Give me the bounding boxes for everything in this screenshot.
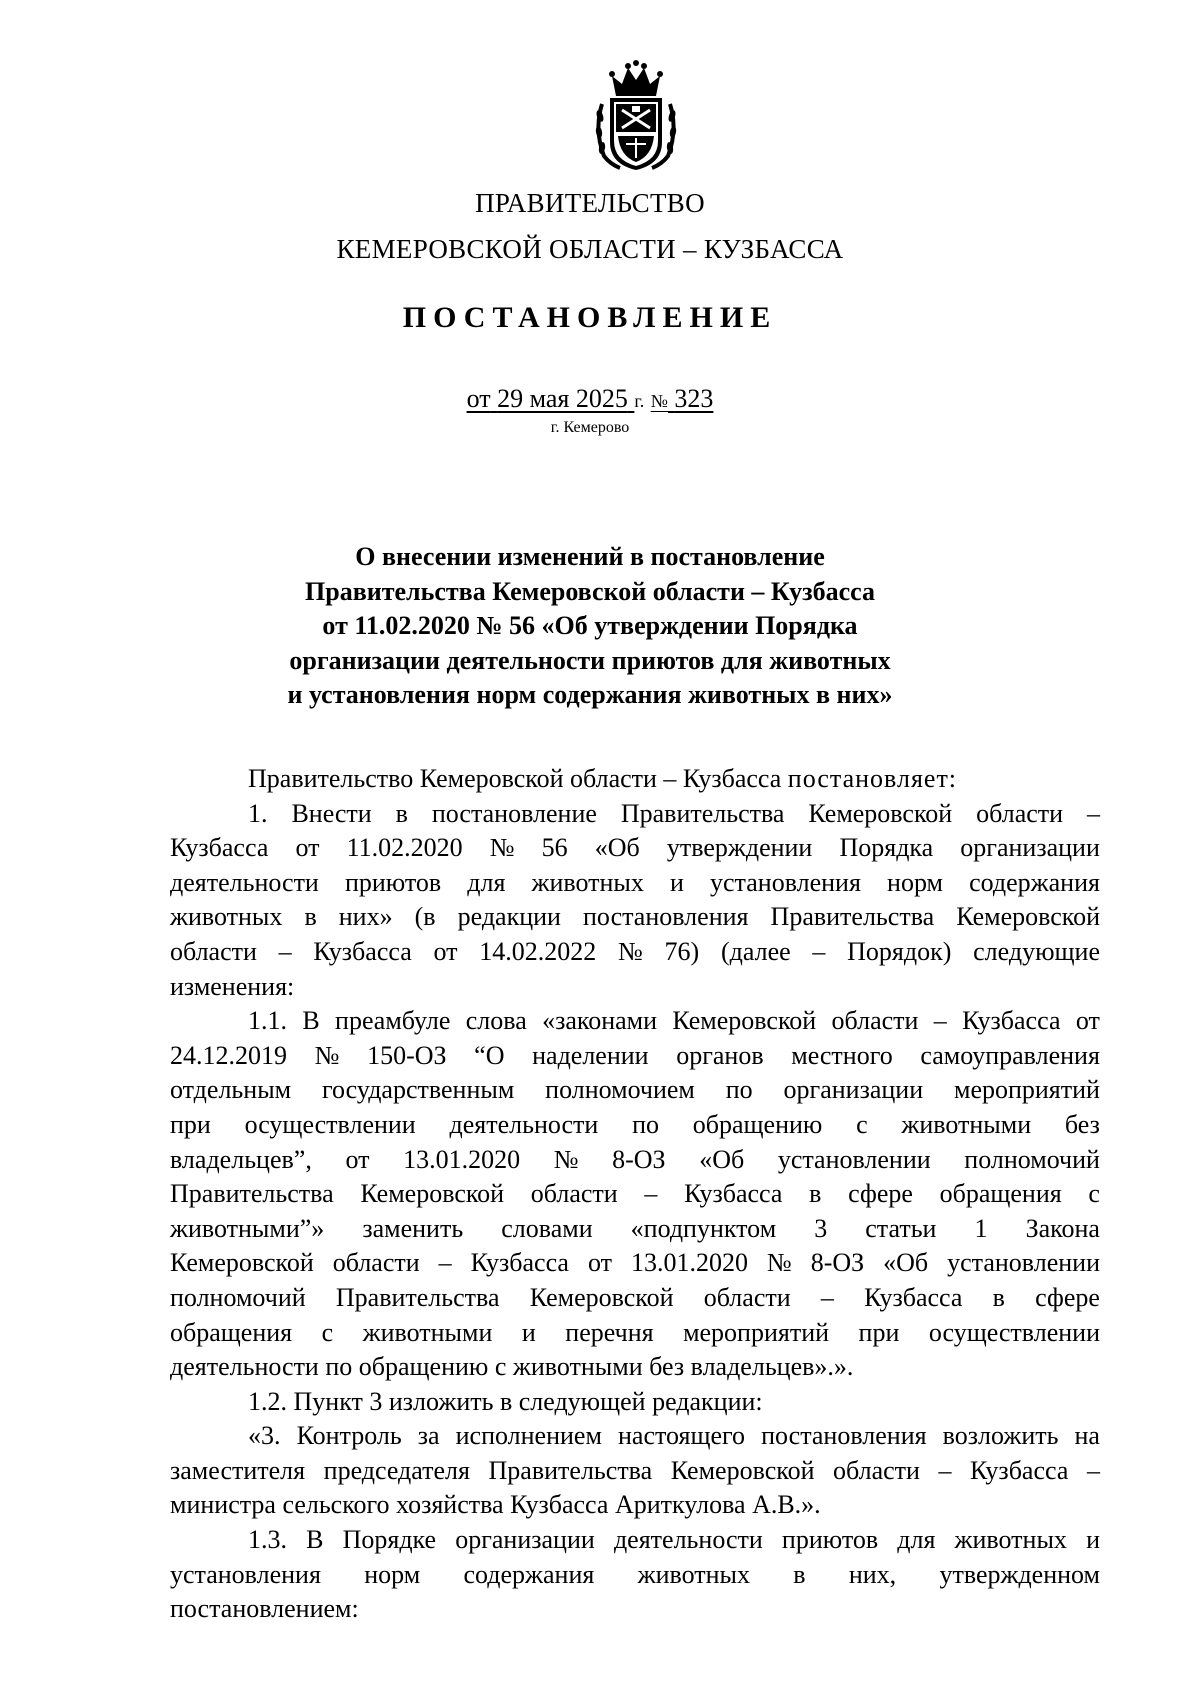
body-word: без <box>1064 1109 1100 1139</box>
body-word: Правительства <box>170 1179 334 1209</box>
body-line <box>170 797 1100 832</box>
body-word: деятельности <box>613 1525 763 1555</box>
body-word: № <box>766 1248 792 1278</box>
body-word: Кемеровской <box>170 1248 314 1278</box>
body-word: с <box>321 1317 334 1347</box>
body-word: Кемеровской <box>529 1282 674 1312</box>
body-word: 8-ОЗ <box>612 1144 666 1174</box>
body-word: области <box>833 1455 920 1485</box>
body-word: деятельности <box>170 867 319 897</box>
body-word: деятельности <box>449 1109 599 1139</box>
body-line-last: 1.2. Пункт 3 изложить в следующей редакции: <box>248 1386 763 1416</box>
date-prefix: от <box>466 384 491 413</box>
body-word: Кемеровской <box>670 1455 815 1485</box>
body-word: владельцев”, <box>170 1144 312 1174</box>
body-word: № <box>618 936 643 966</box>
body-word: самоуправления <box>920 1040 1100 1070</box>
body-word: от <box>587 1248 612 1278</box>
body-word: Кемеровской <box>672 1006 817 1036</box>
body-word: перечня <box>565 1317 654 1347</box>
body-word: – <box>644 1179 658 1209</box>
body-word: области <box>170 936 257 966</box>
body-word: при <box>170 1109 211 1139</box>
body-word: 76) <box>664 936 700 966</box>
body-line <box>170 1177 1100 1212</box>
body-word: полномочий <box>170 1282 306 1312</box>
body-word: установлении <box>777 1144 931 1174</box>
body-word: обращению <box>692 1109 823 1139</box>
body-word: В <box>306 1525 324 1555</box>
body-word: области <box>703 1282 791 1312</box>
body-word: отдельным <box>170 1075 292 1105</box>
body-word: обращения <box>170 1317 293 1347</box>
body-word: постановления <box>761 1421 927 1451</box>
date-suffix: г. <box>634 391 645 411</box>
body-line <box>170 1246 1100 1281</box>
body-word: за <box>417 1421 440 1451</box>
body-word: полномочием <box>545 1075 695 1105</box>
body-word: – <box>938 1455 952 1485</box>
body-word: исполнением <box>455 1421 602 1451</box>
body-word: – <box>820 1282 834 1312</box>
body-word: преамбуле <box>335 1006 451 1036</box>
body-line <box>170 900 1100 935</box>
body-word: 8-ОЗ <box>810 1248 865 1278</box>
body-word: Порядка <box>839 833 934 863</box>
body-word: редакции <box>457 902 561 932</box>
body-word: организации <box>783 1075 924 1105</box>
body-word: местного <box>791 1040 893 1070</box>
body-word: Кузбасса <box>962 1006 1061 1036</box>
title-line: Правительства Кемеровской области – Кузбасса <box>305 576 875 606</box>
body-word: Правительства <box>620 798 785 828</box>
body-word: «законами <box>542 1006 658 1036</box>
body-word: сфере <box>1035 1282 1100 1312</box>
body-word: 56 <box>541 833 568 863</box>
body-word: области <box>530 1179 618 1209</box>
document-number: 323 <box>674 384 714 413</box>
body-word: области <box>831 1006 919 1036</box>
body-word: области <box>976 798 1064 828</box>
body-word: норм <box>887 867 944 897</box>
body-line-last: изменения: <box>170 971 295 1001</box>
body-word: 1.3. <box>248 1525 287 1555</box>
body-word: Кузбасса <box>864 1282 963 1312</box>
body-word: Правительства <box>335 1282 500 1312</box>
body-word: Закона <box>1025 1213 1100 1243</box>
body-line <box>170 1073 1100 1108</box>
org-name-line2: КЕМЕРОВСКОЙ ОБЛАСТИ – КУЗБАССА <box>336 234 844 264</box>
body-word: (в <box>414 902 436 932</box>
body-word: Кемеровской <box>808 798 953 828</box>
title-line: от 11.02.2020 № 56 «Об утверждении Порядка <box>322 611 858 640</box>
body-line <box>170 1454 1100 1489</box>
body-word: для <box>467 867 506 897</box>
body-word: слова <box>465 1006 527 1036</box>
body-word: содержания <box>969 867 1100 897</box>
body-line <box>170 831 1100 866</box>
body-word: Внести <box>291 798 372 828</box>
coat-of-arms-icon <box>592 60 680 176</box>
body-word: председателя <box>323 1455 470 1485</box>
body-word: статьи <box>865 1213 937 1243</box>
document-type: ПОСТАНОВЛЕНИЕ <box>402 301 778 334</box>
document-body <box>170 762 1100 1627</box>
body-word: 1 <box>974 1213 988 1243</box>
body-word: 13.01.2020 <box>403 1144 521 1174</box>
body-word: «подпунктом <box>630 1213 777 1243</box>
body-word: животными <box>362 1317 493 1347</box>
date-value: 29 мая 2025 <box>497 384 628 413</box>
org-name-line1: ПРАВИТЕЛЬСТВО <box>475 188 705 218</box>
body-line-last: министра сельского хозяйства Кузбасса Ариткулова А.В.». <box>170 1490 821 1520</box>
body-word: в <box>809 1179 822 1209</box>
body-word: в <box>304 902 317 932</box>
body-word: – <box>1086 1455 1100 1485</box>
body-word: сфере <box>848 1179 913 1209</box>
body-word: государственным <box>321 1075 515 1105</box>
body-word: постановления <box>583 902 749 932</box>
body-line <box>170 1316 1100 1351</box>
body-line <box>170 1004 1100 1039</box>
body-word: заменить <box>362 1213 464 1243</box>
title-line: и установления норм содержания животных в них» <box>287 680 893 709</box>
number-sign: № <box>650 391 668 411</box>
body-line <box>170 1558 1100 1593</box>
body-word: Кузбасса <box>684 1179 783 1209</box>
body-word: Кемеровской <box>956 902 1100 932</box>
body-word: «3. <box>248 1421 281 1451</box>
body-word: приютов <box>344 867 442 897</box>
body-word: заместителя <box>170 1455 306 1485</box>
body-word: (далее <box>720 936 791 966</box>
body-word: № <box>553 1144 579 1174</box>
title-line: О внесении изменений в постановление <box>355 542 825 571</box>
body-word: и <box>521 1317 536 1347</box>
body-word: – <box>278 936 292 966</box>
body-word: 13.01.2020 <box>630 1248 748 1278</box>
body-word: с <box>1088 1179 1100 1209</box>
body-word: Кузбасса <box>470 1248 569 1278</box>
body-word: них, <box>848 1559 897 1589</box>
body-word: «Об <box>594 833 640 863</box>
body-line-last: постановлением: <box>170 1594 359 1624</box>
body-word: Правительства <box>488 1455 653 1485</box>
body-word: Кузбасса <box>970 1455 1069 1485</box>
body-word: – <box>933 1006 947 1036</box>
body-word: 24.12.2019 <box>170 1040 287 1070</box>
body-word: от <box>1075 1006 1100 1036</box>
body-word: животными”» <box>170 1213 325 1243</box>
body-word: установлении <box>947 1248 1100 1278</box>
body-word: животных <box>170 902 283 932</box>
body-word: животных <box>531 867 644 897</box>
body-word: норм <box>364 1559 421 1589</box>
body-word: № <box>489 833 515 863</box>
body-word: № <box>314 1040 340 1070</box>
body-word: в <box>395 798 408 828</box>
body-word: по <box>725 1075 753 1105</box>
body-word: настоящего <box>617 1421 746 1451</box>
body-word: от <box>295 833 320 863</box>
body-line <box>170 1143 1100 1178</box>
intro-action: постановляет: <box>787 764 958 793</box>
body-word: от <box>345 1144 370 1174</box>
body-word: 14.02.2022 <box>479 936 597 966</box>
body-word: с <box>856 1109 868 1139</box>
body-word: полномочий <box>964 1144 1100 1174</box>
body-word: животных <box>637 1559 750 1589</box>
body-word: в <box>793 1559 806 1589</box>
body-word: содержания <box>463 1559 595 1589</box>
body-line <box>170 1523 1100 1558</box>
body-word: – <box>812 936 826 966</box>
body-word: Порядок) <box>847 936 952 966</box>
body-line <box>170 1212 1100 1247</box>
body-word: при <box>858 1317 900 1347</box>
body-word: Контроль <box>296 1421 402 1451</box>
body-word: Кузбасса <box>313 936 412 966</box>
document-title <box>180 540 1000 713</box>
body-word: «Об <box>699 1144 745 1174</box>
body-word: следующие <box>973 936 1100 966</box>
body-word: «Об <box>883 1248 929 1278</box>
body-word: возложить <box>942 1421 1059 1451</box>
body-word: наделении <box>532 1040 649 1070</box>
body-line-last: деятельности по обращению с животными без владельцев».». <box>170 1352 854 1382</box>
body-word: “О <box>474 1040 505 1070</box>
body-line <box>170 1039 1100 1074</box>
body-word: мероприятий <box>683 1317 830 1347</box>
body-word: и <box>1086 1525 1100 1555</box>
body-line <box>170 935 1100 970</box>
title-line: организации деятельности приютов для животных <box>289 645 891 675</box>
body-word: 11.02.2020 <box>346 833 463 863</box>
body-word: В <box>302 1006 320 1036</box>
body-word: организации <box>455 1525 595 1555</box>
body-word: 1.1. <box>248 1006 287 1036</box>
body-word: – <box>1087 798 1100 828</box>
body-word: словами <box>501 1213 593 1243</box>
body-line <box>170 866 1100 901</box>
body-word: на <box>1074 1421 1100 1451</box>
intro-main: Правительство Кемеровской области – Кузбасса <box>248 764 782 793</box>
body-word: мероприятий <box>953 1075 1100 1105</box>
body-line <box>170 1108 1100 1143</box>
body-word: от <box>433 936 458 966</box>
body-word: животными <box>901 1109 1032 1139</box>
body-word: Порядке <box>342 1525 437 1555</box>
body-word: Кемеровской <box>360 1179 505 1209</box>
intro-line <box>170 762 1100 797</box>
body-word: 1. <box>248 798 268 828</box>
body-word: 3 <box>814 1213 828 1243</box>
body-word: организации <box>960 833 1100 863</box>
body-line <box>170 1419 1100 1454</box>
body-word: по <box>632 1109 659 1139</box>
body-word: постановление <box>431 798 597 828</box>
body-word: 150-ОЗ <box>367 1040 447 1070</box>
body-word: утвержденном <box>939 1559 1100 1589</box>
body-word: приютов <box>781 1525 879 1555</box>
body-line <box>170 1281 1100 1316</box>
date-number-line <box>0 383 1180 417</box>
body-word: осуществлении <box>928 1317 1100 1347</box>
body-word: области <box>332 1248 420 1278</box>
body-word: установления <box>710 867 861 897</box>
body-word: Правительства <box>770 902 935 932</box>
body-word: в <box>992 1282 1005 1312</box>
body-word: них» <box>338 902 393 932</box>
body-word: – <box>438 1248 452 1278</box>
body-word: животных <box>954 1525 1067 1555</box>
body-word: утверждении <box>666 833 813 863</box>
body-word: Кузбасса <box>170 833 269 863</box>
body-word: осуществлении <box>244 1109 416 1139</box>
body-word: установления <box>170 1559 321 1589</box>
city: г. Кемерово <box>550 419 630 436</box>
body-word: органов <box>676 1040 764 1070</box>
body-word: обращения <box>939 1179 1062 1209</box>
body-word: и <box>670 867 684 897</box>
body-word: для <box>897 1525 936 1555</box>
